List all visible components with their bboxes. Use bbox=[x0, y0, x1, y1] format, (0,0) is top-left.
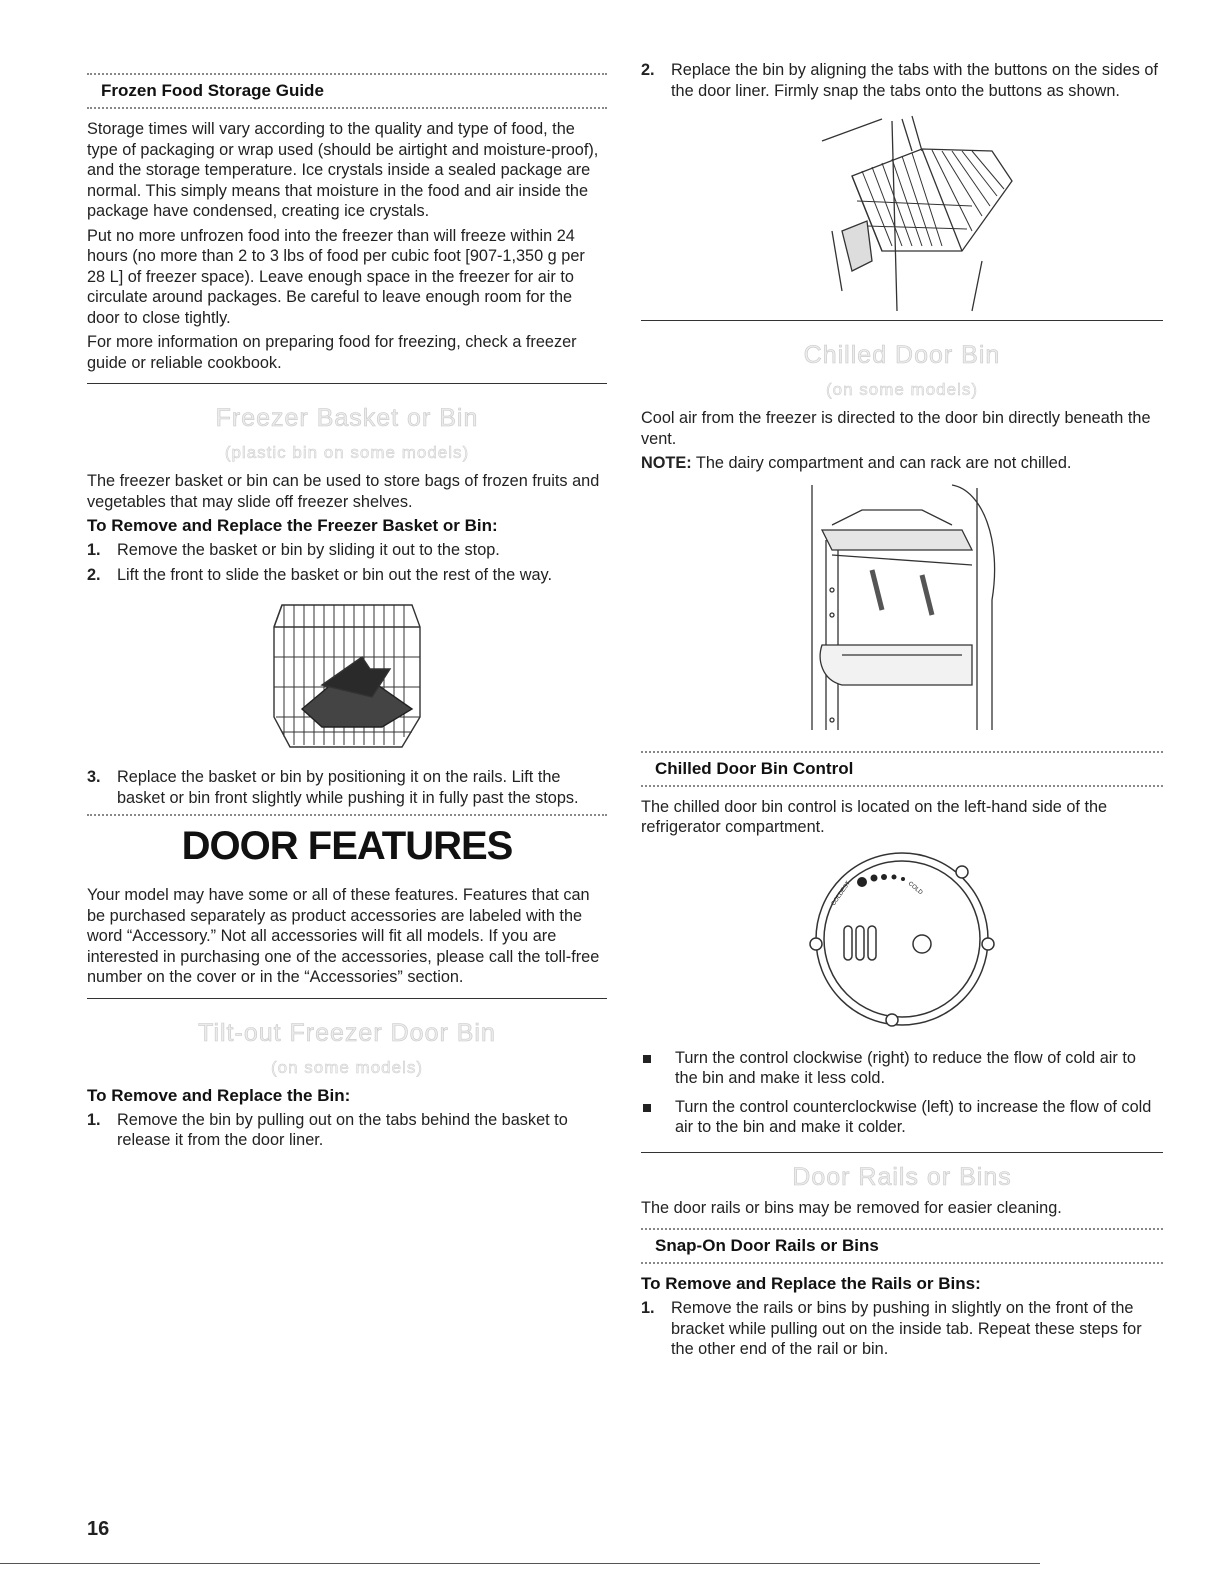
freezer-basket-title: Freezer Basket or Bin bbox=[215, 404, 479, 432]
section-rule bbox=[87, 998, 607, 999]
left-column bbox=[87, 60, 607, 1155]
chilled-bin-paragraph: Cool air from the freezer is directed to the door bin directly beneath the vent. bbox=[641, 409, 1151, 448]
chilled-bin-illustration bbox=[802, 480, 1002, 735]
step-number: 1. bbox=[87, 1110, 101, 1129]
page-number: 16 bbox=[87, 1518, 110, 1540]
frozen-guide-paragraph-1: Storage times will vary according to the quality and type of food, the type of packaging or wrap used (should be airtight and moisture-proof), and the storage temperature. Ice crystals inside a sealed package are normal. This simply means that moisture in the food and air inside the package have condensed, creating ice crystals. bbox=[87, 120, 599, 220]
frozen-guide-paragraph-2: Put no more unfrozen food into the freezer than will freeze within 24 hours (no more than 2 to 3 lbs of food per cubic foot [907-1,350 g per 28 L] of freezer space). Leave enough space in the freezer for air to circulate around packages. Be careful to leave enough room for the door to close tightly. bbox=[87, 226, 585, 327]
section-rule bbox=[641, 320, 1163, 321]
step-text: Remove the rails or bins by pushing in slightly on the front of the bracket while pulling out on the inside tab. Repeat these steps for the other end of the rail or bin. bbox=[671, 1299, 1142, 1358]
dial-coldest-label: COLDEST bbox=[830, 879, 852, 907]
freezer-basket-step bbox=[87, 540, 607, 561]
chilled-bin-subtitle: (on some models) bbox=[825, 380, 979, 399]
wire-basket-illustration bbox=[262, 597, 432, 757]
door-rails-title: Door Rails or Bins bbox=[792, 1162, 1012, 1191]
note-label: NOTE: bbox=[641, 454, 692, 472]
step-number: 2. bbox=[87, 565, 101, 584]
dotted-rule bbox=[87, 107, 607, 109]
step-text: Replace the basket or bin by positioning it on the rails. Lift the basket or bin front slightly while pushing it in fully past the stops. bbox=[117, 768, 579, 807]
dotted-rule bbox=[641, 785, 1163, 787]
right-column bbox=[641, 60, 1163, 1364]
door-bin-illustration bbox=[772, 111, 1032, 316]
step-number: 2. bbox=[641, 61, 655, 79]
chilled-bin-title: Chilled Door Bin bbox=[803, 341, 1001, 369]
step-text: Lift the front to slide the basket or bin out the rest of the way. bbox=[117, 565, 553, 584]
section-rule bbox=[641, 1152, 1163, 1153]
section-rule bbox=[87, 383, 607, 384]
step-number: 1. bbox=[641, 1299, 655, 1317]
tilt-out-bin-subtitle: (on some models) bbox=[270, 1057, 424, 1077]
dial-cold-label: COLD bbox=[906, 880, 924, 896]
chilled-bin-note bbox=[641, 453, 1163, 474]
note-text: The dairy compartment and can rack are not chilled. bbox=[691, 454, 1072, 472]
dotted-rule bbox=[87, 814, 607, 816]
bullet-item bbox=[641, 1048, 1163, 1089]
control-dial-illustration bbox=[802, 844, 1002, 1034]
door-rails-paragraph: The door rails or bins may be removed for easier cleaning. bbox=[641, 1198, 1062, 1217]
step-text: Replace the bin by aligning the tabs with the buttons on the sides of the door liner. Firmly snap the tabs onto the buttons as shown. bbox=[671, 61, 1158, 100]
step-number: 3. bbox=[87, 768, 101, 786]
bottom-edge-line bbox=[0, 1563, 1040, 1564]
frozen-food-guide-heading: Frozen Food Storage Guide bbox=[101, 81, 324, 100]
step-text: Remove the basket or bin by sliding it out to the stop. bbox=[117, 541, 500, 559]
door-features-intro: Your model may have some or all of these features. Features that can be purchased separately as product accessories are labeled with the word “Accessory.” Not all accessories will fit all models. If you are interested in purchasing one of the accessories, please call the toll-free number on the cover or in the “Accessories” section. bbox=[87, 886, 600, 986]
tilt-out-step bbox=[87, 1110, 607, 1151]
tilt-out-procedure-heading: To Remove and Replace the Bin: bbox=[87, 1085, 351, 1105]
door-features-title: DOOR FEATURES bbox=[181, 824, 513, 868]
step-text: Remove the bin by pulling out on the tabs behind the basket to release it from the door liner. bbox=[117, 1110, 568, 1149]
bullet-text: Turn the control counterclockwise (left) to increase the flow of cold air to the bin and make it colder. bbox=[675, 1097, 1152, 1136]
frozen-guide-paragraph-3: For more information on preparing food for freezing, check a freezer guide or reliable cookbook. bbox=[87, 333, 577, 372]
dotted-rule bbox=[641, 1262, 1163, 1264]
freezer-basket-step bbox=[87, 767, 607, 808]
chilled-control-paragraph: The chilled door bin control is located on the left-hand side of the refrigerator compartment. bbox=[641, 797, 1108, 836]
freezer-basket-step bbox=[87, 565, 607, 586]
tilt-out-bin-title: Tilt-out Freezer Door Bin bbox=[198, 1018, 496, 1047]
snap-on-step bbox=[641, 1298, 1163, 1360]
freezer-basket-intro: The freezer basket or bin can be used to store bags of frozen fruits and vegetables that may slide off freezer shelves. bbox=[87, 472, 600, 511]
bullet-text: Turn the control clockwise (right) to reduce the flow of cold air to the bin and make it less cold. bbox=[675, 1048, 1136, 1087]
step-number: 1. bbox=[87, 541, 101, 559]
tilt-out-step bbox=[641, 60, 1163, 101]
snap-on-heading: Snap-On Door Rails or Bins bbox=[655, 1236, 879, 1255]
freezer-basket-procedure-heading: To Remove and Replace the Freezer Basket or Bin: bbox=[87, 516, 498, 535]
square-bullet-icon bbox=[641, 1097, 675, 1138]
snap-on-procedure-heading: To Remove and Replace the Rails or Bins: bbox=[641, 1274, 981, 1293]
freezer-basket-subtitle: (plastic bin on some models) bbox=[224, 443, 470, 462]
bullet-item bbox=[641, 1097, 1163, 1138]
chilled-control-heading: Chilled Door Bin Control bbox=[655, 758, 854, 778]
square-bullet-icon bbox=[641, 1048, 675, 1089]
